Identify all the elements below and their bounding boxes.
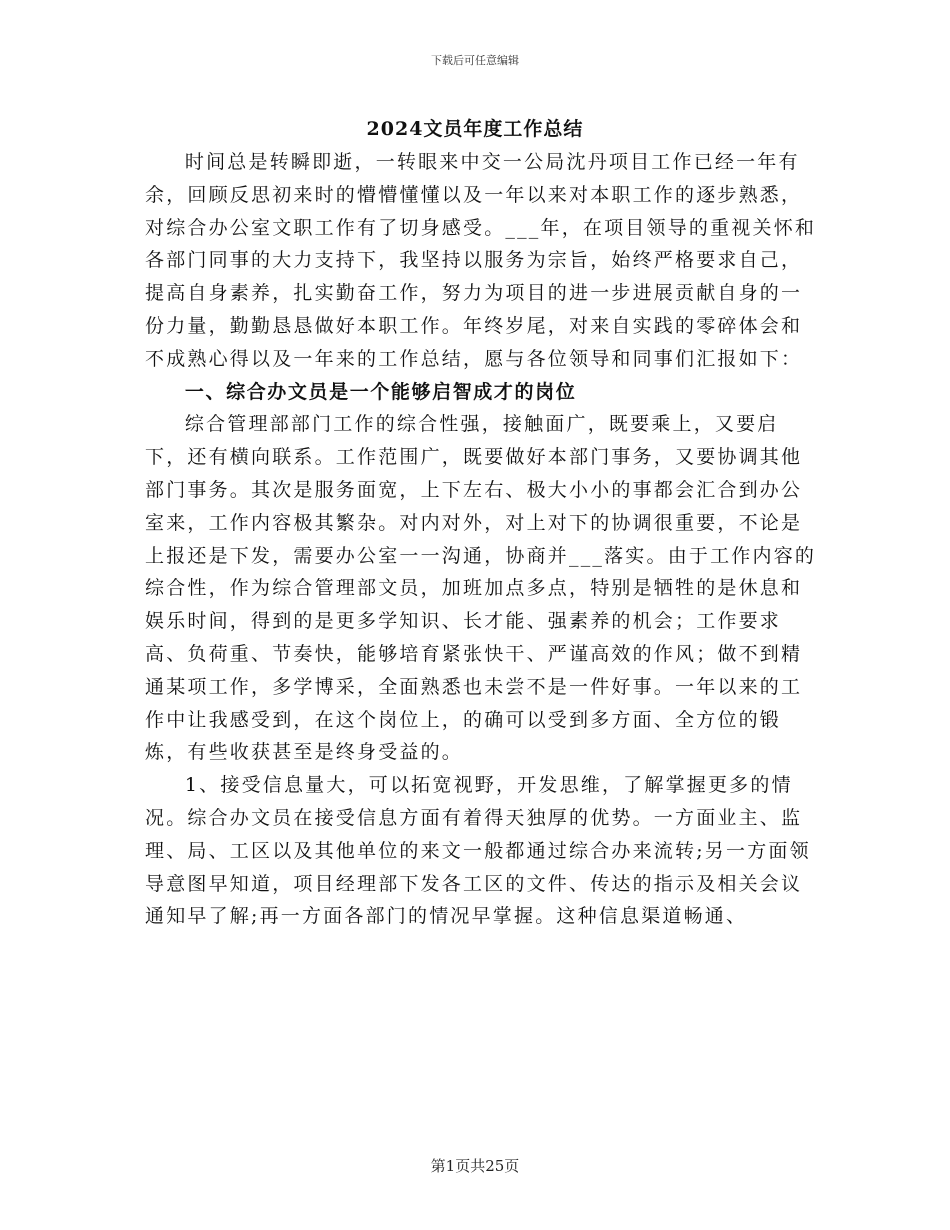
paragraph-section-body: 综合管理部部门工作的综合性强，接触面广，既要乘上，又要启下，还有横向联系。工作范围广，既要做好本部门事务，又要协调其他部门事务。其次是服务面宽，上下左右、极大小小的事都会汇合到办公室来，工作内容极其繁杂。对内对外，对上对下的协调很重要，不论是上报还是下发，需要办公室一一沟通，协商并___落实。由于工作内容的综合性，作为综合管理部文员，加班加点多点，特别是牺牲的是休息和娱乐时间，得到的是更多学知识、长才能、强素养的机会；工作要求高、负荷重、节奏快，能够培育紧张快干、严谨高效的作风；做不到精通某项工作，多学博采，全面熟悉也未尝不是一件好事。一年以来的工作中让我感受到，在这个岗位上，的确可以受到多方面、全方位的锻炼，有些收获甚至是终身受益的。 xyxy=(145,413,817,764)
document-title: 2024文员年度工作总结 xyxy=(366,118,584,140)
paragraph-intro: 时间总是转瞬即逝，一转眼来中交一公局沈丹项目工作已经一年有余，回顾反思初来时的懵懵懂懂以及一年以来对本职工作的逐步熟悉，对综合办公室文职工作有了切身感受。___年，在项目领导的重视关怀和各部门同事的大力支持下，我坚持以服务为宗旨，始终严格要求自己，提高自身素养，扎实勤奋工作，努力为项目的进一步进展贡献自身的一份力量，勤勤恳恳做好本职工作。年终岁尾，对来自实践的零碎体会和不成熟心得以及一年来的工作总结，愿与各位领导和同事们汇报如下： xyxy=(145,151,817,370)
section-heading: 一、综合办文员是一个能够启智成才的岗位 xyxy=(184,380,577,403)
document-body xyxy=(145,146,817,933)
page-number: 第1页共25页 xyxy=(430,1157,520,1175)
paragraph-point-1: 1、接受信息量大，可以拓宽视野，开发思维，了解掌握更多的情况。综合办文员在接受信息方面有着得天独厚的优势。一方面业主、监理、局、工区以及其他单位的来文一般都通过综合办来流转;另一方面领导意图早知道，项目经理部下发各工区的文件、传达的指示及相关会议通知早了解;再一方面各部门的情况早掌握。这种信息渠道畅通、 xyxy=(145,774,811,928)
page-header-note: 下载后可任意编辑 xyxy=(431,54,519,67)
